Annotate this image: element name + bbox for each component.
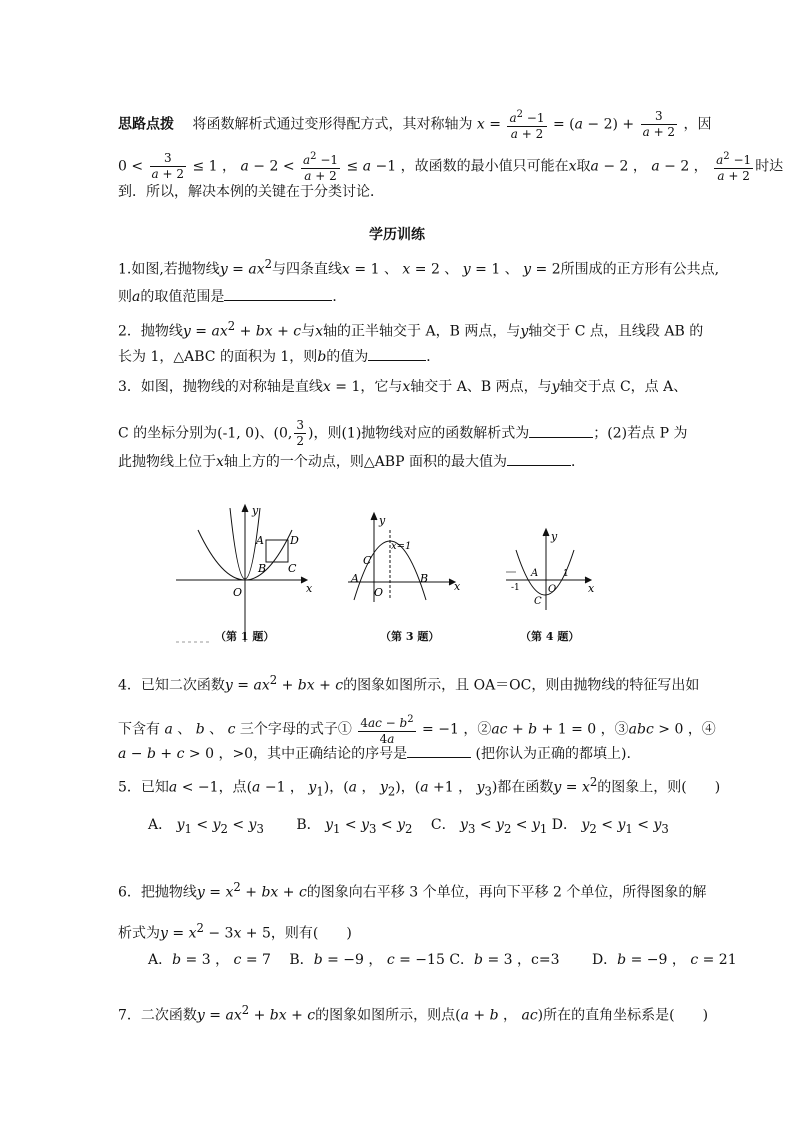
fig1-point-c: C — [288, 562, 297, 575]
caption-figure-4: （第 4 题） — [520, 630, 580, 643]
fig4-y-label: y — [551, 530, 558, 543]
option-c[interactable]: C． $y_3 < y_2 < y_1$ — [430, 817, 548, 836]
answer-blank[interactable] — [407, 743, 471, 758]
question-1-line-2: 则a的取值范围是 ． — [118, 286, 346, 307]
fig1-point-d: D — [290, 534, 299, 547]
intro-line-3: 到．所以，解决本例的关键在于分类讨论． — [118, 184, 384, 200]
option-d[interactable]: D．b = −9 ， c = 21 — [591, 952, 737, 968]
fig1-point-b: B — [258, 562, 267, 575]
question-2-line-1: 2．抛物线$y = ax^2$ + bx + c与x轴的正半轴交于 A，B 两点，与y轴交于 C 点，且线段 AB 的 — [118, 319, 704, 340]
option-a[interactable]: A． $y_1 < y_2 < y_3$ — [148, 817, 264, 836]
option-c[interactable]: C．b = 3 ，c=3 — [449, 952, 560, 968]
question-4-line-1: 4．已知二次函数$y = ax^2$ + bx + c的图象如图所示，且 OA＝OC，则由抛物线的特征写出如 — [118, 673, 700, 694]
option-a[interactable]: A．b = 3 ， c = 7 — [148, 952, 271, 968]
fig3-x-label: x — [454, 580, 461, 593]
question-3-line-1: 3．如图，抛物线的对称轴是直线x = 1，它与x轴交于 A、B 两点，与y轴交于点 C，点 A、 — [118, 379, 688, 395]
fig1-point-a: A — [256, 534, 264, 547]
answer-blank[interactable] — [507, 451, 571, 466]
question-5-line-1: 5．已知a < −1，点(a −1 ， $y_1$)，(a ， $y_2$)，(a +1 ， $y_3$)都在函数$y = x^2$的图象上，则( ) — [118, 775, 721, 799]
fig4-tick-one: 1 — [563, 569, 569, 579]
question-7-line-1: 7．二次函数$y = ax^2$ + bx + c的图象如图所示，则点(a + b ， ac)所在的直角坐标系是( ) — [118, 1003, 709, 1024]
intro-line-2: 0 < $\frac{3}{a + 2}$ ≤ 1 ， a − 2 < $\frac{a^2 -1}{a + 2}$ ≤ a −1 ，故函数的最小值只可能在x取a − 2 ， a − 2 ， $\frac{a^2 -1}{a + 2}$ 时达 — [118, 151, 784, 183]
question-6-line-2: 析式为$y = x^2 - 3x + 5$，则有( ) — [118, 921, 352, 942]
answer-blank[interactable] — [368, 346, 426, 361]
question-4-line-3: a − b + c > 0 ，>0，其中正确结论的序号是 (把你认为正确的都填上). — [118, 743, 631, 764]
fig4-x-label: x — [588, 582, 595, 595]
option-d[interactable]: D． $y_2 < y_1 < y_3$ — [551, 817, 669, 836]
fig3-point-b: B — [420, 572, 429, 585]
fig3-axis-of-symmetry: x=1 — [391, 541, 412, 552]
fig1-x-label: x — [306, 582, 313, 595]
answer-blank[interactable] — [224, 286, 332, 301]
fig3-point-a: A — [351, 572, 359, 585]
question-5-options — [148, 815, 669, 839]
question-3-line-2: C 的坐标分别为(-1, 0)、(0, $\frac{3}{2}$ )，则(1)抛物线对应的函数解析式为 ；(2)若点 P 为 — [118, 418, 688, 448]
option-b[interactable]: B． $y_1 < y_3 < y_2$ — [296, 817, 413, 836]
figure-4 — [506, 529, 591, 610]
caption-figure-3: （第 3 题） — [380, 630, 440, 643]
option-b[interactable]: B．b = −9 ， c = −15 — [289, 952, 445, 968]
fig4-point-c: C — [534, 596, 542, 607]
fig1-origin: O — [233, 586, 243, 599]
question-6-line-1: 6．把抛物线$y = x^2$ + bx + c的图象向右平移 3 个单位，再向下平移 2 个单位，所得图象的解 — [118, 880, 707, 901]
fig1-y-label: y — [252, 504, 259, 517]
fig3-point-c: C — [363, 554, 372, 567]
fig4-tick-minus-one: -1 — [511, 583, 520, 593]
fig3-y-label: y — [379, 514, 386, 527]
question-1-line-1: 1.如图,若抛物线$y = ax^2$与四条直线x = 1 、 x = 2 、 y = 1 、 y = 2所围成的正方形有公共点, — [118, 257, 720, 278]
fig3-origin: O — [374, 586, 384, 599]
question-2-line-2: 长为 1，△ABC 的面积为 1，则b的值为 ． — [118, 346, 440, 367]
answer-blank[interactable] — [529, 423, 593, 438]
question-6-options — [148, 950, 737, 970]
section-title: 学历训练 — [369, 227, 425, 243]
intro-label: 思路点拨 — [118, 116, 174, 133]
fig4-point-a: A — [531, 568, 539, 579]
question-3-line-3: 此抛物线上位于x轴上方的一个动点，则△ABP 面积的最大值为 ． — [118, 451, 585, 472]
intro-line-1: 思路点拨 将函数解析式通过变形得配方式，其对称轴为 x = $\frac{a^2 -1}{a + 2}$ = (a − 2) + $\frac{3}{a + 2}$ ，因 — [118, 109, 712, 141]
fig4-origin: O — [548, 584, 557, 595]
question-4-line-2: 下含有 a 、 b 、 c 三个字母的式子① $\frac{4ac - b^2}{4a}$ = −1 ，②ac + b + 1 = 0 ，③abc > 0 ，④ — [118, 714, 716, 746]
caption-figure-1: （第 1 题） — [215, 630, 275, 643]
